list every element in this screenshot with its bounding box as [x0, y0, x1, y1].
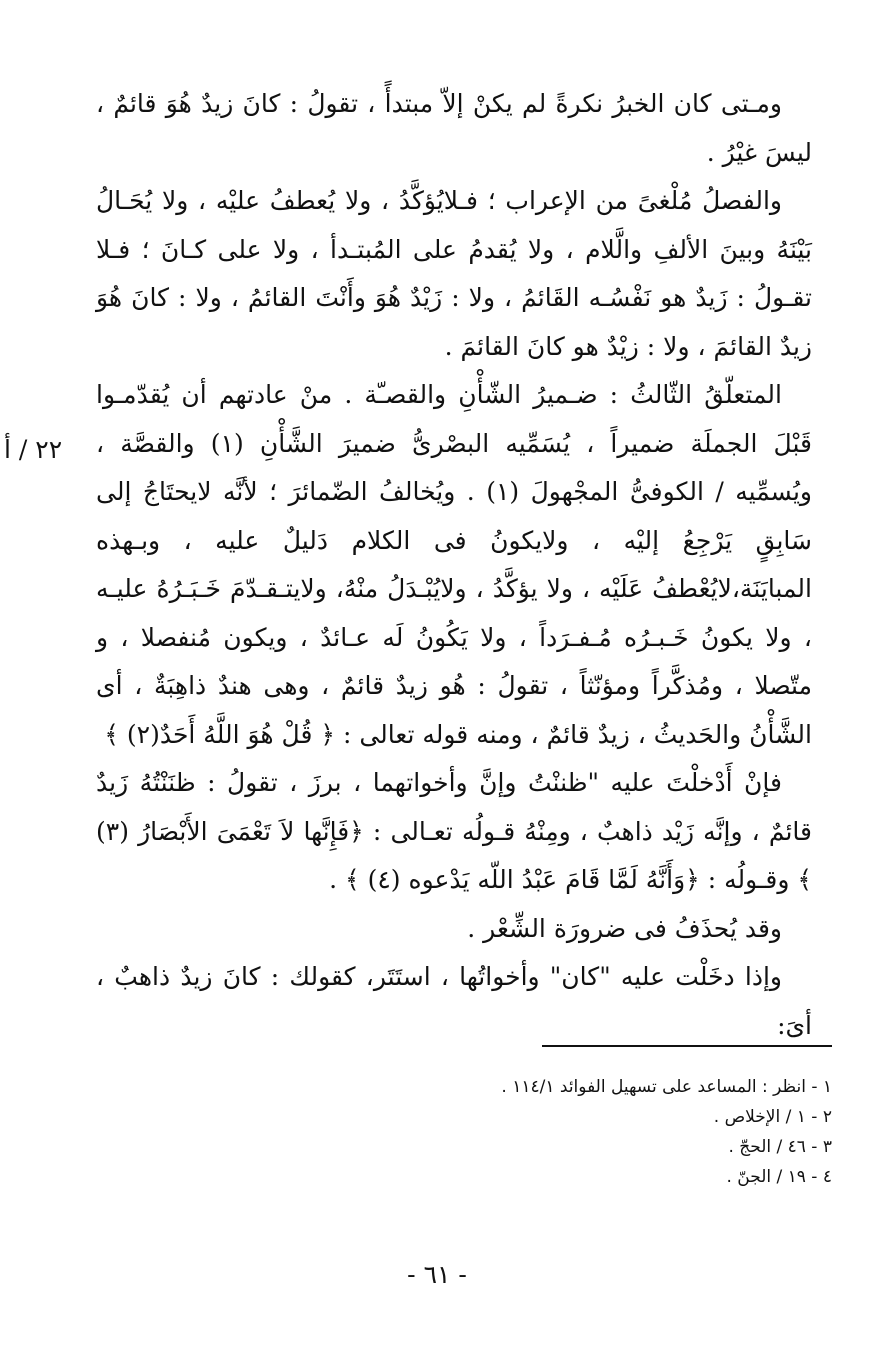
- main-text: [96, 80, 812, 1050]
- footnotes: [272, 1072, 832, 1192]
- footnote-item: ٤ - ١٩ / الجنّ .: [726, 1167, 832, 1187]
- page-number: - ٦١ -: [407, 1260, 467, 1289]
- footnote-divider: [542, 1045, 832, 1047]
- footnote-item: ٢ - ١ / الإخلاص .: [713, 1107, 832, 1127]
- footnote-item: ١ - انظر : المساعد على تسهيل الفوائد ١١٤/١ .: [501, 1077, 832, 1097]
- manuscript-folio-reference: ٢٢ / أ: [4, 435, 63, 464]
- paragraph-poetic-ellipsis: وقد يُحذَفُ فى ضرورَة الشِّعْر .: [467, 913, 782, 943]
- paragraph-predicate-indefinite: ومـتى كان الخبرُ نكرةً لم يكنْ إلاّ مبتدأً ، تقولُ : كانَ زيدٌ هُوَ قائمٌ ، ليسَ غيْرُ .: [96, 89, 812, 167]
- paragraph-separator-pronoun: والفصلُ مُلْغىً من الإعراب ؛ فـلايُؤكَّدُ ، ولا يُعطفُ عليْه ، ولا يُحَـالُ بَيْنَهُ وبينَ الألفِ والَّلام ، ولا يُقدمُ على المُبتـدأ ، ولا على كـانَ ؛ فـلا تقـولُ : زَيدٌ هو نَفْسُـه القَائمُ ، ولا : زَيْدٌ هُوَ وأَنْتَ القائمُ ، ولا : كانَ هُوَ زيدٌ القائمَ ، ولا : زيْدٌ هو كانَ القائمَ .: [96, 186, 812, 361]
- footnote-item: ٣ - ٤٦ / الحجّ .: [728, 1137, 832, 1157]
- paragraph-with-kana: وإذا دخَلْت عليه "كان" وأخواتُها ، استَتَر، كقولك : كانَ زيدٌ ذاهبٌ ، أىَ:: [96, 962, 812, 1040]
- paragraph-with-zanna-inna: فإنْ أَدْخلْتَ عليه "ظننْتُ وإنَّ وأخواتهما ، برزَ ، تقولُ : ظنَنْتُهُ زَيدٌ قائمٌ ، وإنَّه زَيْد ذاهبٌ ، ومِنْهُ قـولُه تعـالى : ﴿فَإِنَّها لاَ تَعْمَىَ الأَبْصَارُ (٣) ﴾ وقـولُه : ﴿وَأَنَّهُ لَمَّا قَامَ عَبْدُ اللّه يَدْعوه (٤) ﴾ .: [96, 768, 812, 894]
- paragraph-pronoun-of-fact: المتعلّقُ الثّالثُ : ضـميرُ الشّأْنِ والقصـّة . منْ عادتهم أن يُقدّمـوا قَبْلَ الجملَة ضميراً ، يُسَمِّيه البصْرىُّ ضميرَ الشَّأْنِ (١) والقصَّة ، ويُسمِّيه / الكوفىُّ المجْهولَ (١) . ويُخالفُ الضّمائرَ ؛ لأنَّه لايحتَاجُ إلى سَابِقٍ يَرْجِعُ إليْه ، ولايكونُ فى الكلام دَليلٌ عليه ، وبـهذه المبايَنَة،لايُعْطفُ عَلَيْه ، ولا يؤكَّدُ ، ولايُبْـدَلُ منْهُ، ولايتـقـدّمَ خَـبَـرُهُ عليـه ، ولا يكونُ خَـبـرُه مُـفـرَداً ، ولا يَكُونُ لَه عـائدٌ ، ويكون مُنفصلا ، و متّصلا ، ومُذكَّراً ومؤنّثاً ، تقولُ : هُو زيدٌ قائمٌ ، وهى هندٌ ذاهِبَةٌ ، أى الشَّأْنُ والحَديثُ ، زيدٌ قائمٌ ، ومنه قوله تعالى : ﴿ قُلْ هُوَ اللَّهُ أَحَدٌ(٢) ﴾: [96, 380, 813, 749]
